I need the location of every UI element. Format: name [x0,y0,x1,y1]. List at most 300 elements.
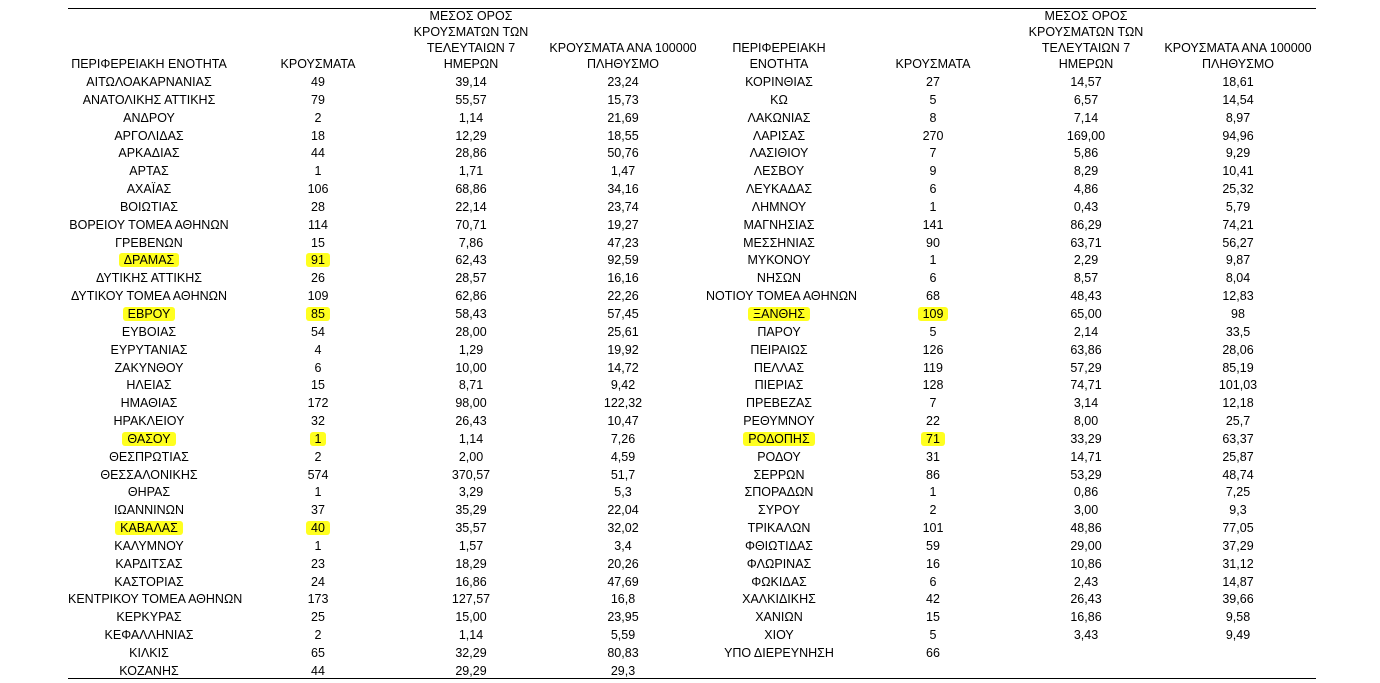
cases-value: 71 [921,432,945,446]
left-cases-cell [278,128,358,146]
avg7-value: 7,86 [458,235,484,250]
left-per100k-cell [542,449,704,467]
table-row [68,377,1316,395]
region-value: ΚΑΡΔΙΤΣΑΣ [115,556,183,571]
right-cases-cell [893,324,973,342]
right-avg7-cell [1018,74,1154,92]
left-cases-cell [278,288,358,306]
left-region-cell [68,520,230,538]
right-avg7-cell [1018,235,1154,253]
right-avg7-cell [1018,502,1154,520]
left-region-cell [68,574,230,592]
per100k-value: 31,12 [1222,556,1254,571]
left-per100k-cell [542,74,704,92]
right-region-cell [706,431,852,449]
table-row [68,520,1316,538]
right-region-cell [706,199,852,217]
per100k-value: 9,49 [1225,628,1251,643]
right-per100k-cell [1157,591,1319,609]
region-value: ΔΡΑΜΑΣ [119,253,180,267]
per100k-value: 9,29 [1225,146,1251,161]
avg7-value: 28,57 [455,271,487,286]
header-line: ΠΛΗΘΥΣΜΟ [1202,57,1274,71]
left-avg7-cell [403,288,539,306]
avg7-value: 48,86 [1070,521,1102,536]
left-region-cell [68,556,230,574]
region-value: ΛΑΣΙΘΙΟΥ [749,146,809,161]
cases-value: 6 [314,360,322,375]
table-row [68,574,1316,592]
per100k-value: 4,59 [610,449,636,464]
right-per100k-cell [1157,431,1319,449]
right-per100k-cell [1157,324,1319,342]
right-per100k-cell [1157,74,1319,92]
per100k-value: 1,47 [610,164,636,179]
per100k-value: 7,25 [1225,485,1251,500]
right-cases-cell [893,574,973,592]
avg7-value: 55,57 [455,92,487,107]
region-value: ΚΑΒΑΛΑΣ [115,521,183,535]
header-region-right [706,22,852,72]
avg7-value: 15,00 [455,610,487,625]
table-row [68,181,1316,199]
left-avg7-cell [403,431,539,449]
cases-value: 128 [922,378,944,393]
left-per100k-cell [542,591,704,609]
region-value: ΜΥΚΟΝΟΥ [747,253,811,268]
left-region-cell [68,74,230,92]
cases-value: 5 [929,92,937,107]
right-avg7-cell [1018,520,1154,538]
per100k-value: 34,16 [607,182,639,197]
avg7-value: 3,43 [1073,628,1099,643]
table-body [68,74,1316,681]
per100k-value: 16,16 [607,271,639,286]
cases-value: 66 [926,646,940,660]
cases-value: 31 [926,449,940,464]
cases-value: 2 [314,628,322,643]
cases-value: 22 [926,414,940,429]
region-value: ΔΥΤΙΚΟΥ ΤΟΜΕΑ ΑΘΗΝΩΝ [70,289,228,304]
cases-value: 5 [929,324,937,339]
avg7-value: 0,86 [1073,485,1099,500]
right-per100k-cell [1157,520,1319,538]
avg7-value: 1,14 [458,110,484,125]
cases-value: 86 [926,467,940,482]
left-avg7-cell [403,538,539,556]
left-per100k-cell [542,110,704,128]
per100k-value: 28,06 [1222,342,1254,357]
right-cases-cell [893,270,973,288]
right-avg7-cell [1018,609,1154,627]
per100k-value: 14,72 [607,360,639,375]
left-avg7-cell [403,74,539,92]
table-row [68,235,1316,253]
header-line: ΚΡΟΥΣΜΑΤΑ ΑΝΑ 100000 [549,41,697,55]
per100k-value: 77,05 [1222,521,1254,536]
avg7-value: 29,29 [455,663,487,678]
per100k-value: 5,79 [1225,199,1251,214]
right-avg7-cell [1018,306,1154,324]
table-row [68,467,1316,485]
left-region-cell [68,163,230,181]
per100k-value: 37,29 [1222,538,1254,553]
header-line: ΜΕΣΟΣ ΟΡΟΣ [429,9,513,23]
right-cases-cell [893,556,973,574]
region-value: ΗΜΑΘΙΑΣ [120,396,178,411]
avg7-value: 3,00 [1073,503,1099,518]
table-row [68,342,1316,360]
avg7-value: 0,43 [1073,199,1099,214]
cases-value: 106 [307,182,329,197]
region-value: ΚΕΡΚΥΡΑΣ [116,610,182,625]
region-value: ΚΕΦΑΛΛΗΝΙΑΣ [104,628,194,643]
table-row [68,252,1316,270]
region-value: ΣΥΡΟΥ [757,503,801,518]
right-region-cell [706,110,852,128]
region-value: ΤΡΙΚΑΛΩΝ [747,521,811,536]
region-value: ΣΕΡΡΩΝ [753,467,805,482]
right-per100k-cell [1157,235,1319,253]
avg7-value: 3,14 [1073,396,1099,411]
right-cases-cell [893,217,973,235]
per100k-value: 3,4 [614,538,632,553]
left-cases-cell [278,413,358,431]
left-region-cell [68,145,230,163]
avg7-value: 2,43 [1073,574,1099,589]
region-value: ΛΕΣΒΟΥ [753,164,805,179]
table-row [68,324,1316,342]
header-avg7-right [1018,9,1154,72]
table-row [68,110,1316,128]
per100k-value: 122,32 [603,396,643,411]
cases-value: 7 [929,146,937,161]
left-avg7-cell [403,413,539,431]
table-row [68,431,1316,449]
header-per100k-right [1157,22,1319,72]
avg7-value: 74,71 [1070,378,1102,393]
right-per100k-cell [1157,609,1319,627]
left-cases-cell [278,395,358,413]
right-region-cell [706,163,852,181]
right-region-cell [706,645,852,663]
per100k-value: 7,26 [610,431,636,446]
left-region-cell [68,235,230,253]
left-per100k-cell [542,92,704,110]
region-value: ΚΩ [770,92,788,107]
cases-value: 15 [311,235,325,250]
region-value: ΚΟΡΙΝΘΙΑΣ [745,75,813,89]
cases-value: 27 [926,75,940,89]
left-per100k-cell [542,324,704,342]
left-per100k-cell [542,431,704,449]
header-cases-left [278,22,358,72]
right-cases-cell [893,449,973,467]
left-avg7-cell [403,484,539,502]
right-cases-cell [893,377,973,395]
right-avg7-cell [1018,163,1154,181]
right-cases-cell [893,609,973,627]
avg7-value: 16,86 [1070,610,1102,625]
left-avg7-cell [403,645,539,663]
left-per100k-cell [542,556,704,574]
right-cases-cell [893,484,973,502]
per100k-value: 98 [1231,306,1245,321]
right-avg7-cell [1018,556,1154,574]
left-avg7-cell [403,574,539,592]
table-row [68,413,1316,431]
right-cases-cell [893,627,973,645]
region-value: ΛΗΜΝΟΥ [751,199,807,214]
per100k-value: 20,26 [607,556,639,571]
right-avg7-cell [1018,181,1154,199]
avg7-value: 14,71 [1070,449,1102,464]
header-per100k-left [542,22,704,72]
left-region-cell [68,431,230,449]
per100k-value: 10,41 [1222,164,1254,179]
avg7-value: 2,00 [458,449,484,464]
table-row [68,645,1316,663]
cases-value: 25 [311,610,325,625]
avg7-value: 58,43 [455,306,487,321]
per100k-value: 5,3 [614,485,632,500]
right-region-cell [706,252,852,270]
cases-value: 1 [314,485,322,500]
avg7-value: 10,00 [455,360,487,375]
table-row [68,395,1316,413]
per100k-value: 22,26 [607,289,639,304]
right-per100k-cell [1157,128,1319,146]
header-avg7-left [403,9,539,72]
left-avg7-cell [403,360,539,378]
right-per100k-cell [1157,306,1319,324]
region-value: ΜΕΣΣΗΝΙΑΣ [743,235,815,250]
cases-value: 18 [311,128,325,143]
right-region-cell [706,591,852,609]
right-per100k-cell [1157,538,1319,556]
left-avg7-cell [403,377,539,395]
table-row [68,306,1316,324]
right-per100k-cell [1157,270,1319,288]
cases-value: 54 [311,324,325,339]
region-value: ΕΥΒΟΙΑΣ [121,324,177,339]
right-avg7-cell [1018,574,1154,592]
region-value: ΕΒΡΟΥ [123,307,176,321]
avg7-value: 1,14 [458,431,484,446]
right-per100k-cell [1157,342,1319,360]
header-line: ΠΕΡΙΦΕΡΕΙΑΚΗ ΕΝΟΤΗΤΑ [732,41,826,71]
avg7-value: 65,00 [1070,306,1102,321]
cases-value: 1 [314,164,322,179]
cases-value: 6 [929,271,937,286]
per100k-value: 29,3 [610,663,636,678]
header-line: ΚΡΟΥΣΜΑΤΑ ΑΝΑ 100000 [1164,41,1312,55]
right-avg7-cell [1018,252,1154,270]
avg7-value: 86,29 [1070,217,1102,232]
per100k-value: 8,04 [1225,271,1251,286]
region-value: ΒΟΡΕΙΟΥ ΤΟΜΕΑ ΑΘΗΝΩΝ [69,217,229,232]
cases-value: 173 [307,592,329,607]
right-avg7-cell [1018,217,1154,235]
right-avg7-cell [1018,92,1154,110]
header-line: ΤΕΛΕΥΤΑΙΩΝ 7 ΗΜΕΡΩΝ [426,41,516,71]
table-row [68,449,1316,467]
right-region-cell [706,449,852,467]
avg7-value: 8,29 [1073,164,1099,179]
right-cases-cell [893,502,973,520]
avg7-value: 48,43 [1070,289,1102,304]
right-region-cell [706,520,852,538]
per100k-value: 16,8 [610,592,636,607]
right-region-cell [706,128,852,146]
left-region-cell [68,342,230,360]
right-region-cell [706,74,852,92]
table-top-rule [68,8,1316,9]
cases-value: 574 [307,467,329,482]
header-cases-right [893,22,973,72]
right-per100k-cell [1157,217,1319,235]
region-value: ΑΝΔΡΟΥ [123,110,175,125]
right-per100k-cell [1157,449,1319,467]
cases-value: 2 [314,110,322,125]
left-avg7-cell [403,627,539,645]
region-value: ΗΡΑΚΛΕΙΟΥ [113,414,185,429]
left-region-cell [68,377,230,395]
right-cases-cell [893,431,973,449]
avg7-value: 32,29 [455,646,487,660]
per100k-value: 25,61 [607,324,639,339]
left-avg7-cell [403,163,539,181]
region-value: ΛΑΡΙΣΑΣ [752,128,806,143]
region-value: ΖΑΚΥΝΘΟΥ [114,360,184,375]
right-avg7-cell [1018,395,1154,413]
avg7-value: 22,14 [455,199,487,214]
right-cases-cell [893,181,973,199]
avg7-value: 26,43 [1070,592,1102,607]
per100k-value: 25,7 [1225,414,1251,429]
cases-value: 5 [929,628,937,643]
per100k-value: 94,96 [1222,128,1254,143]
left-avg7-cell [403,270,539,288]
cases-value: 172 [307,396,329,411]
right-per100k-cell [1157,92,1319,110]
right-per100k-cell [1157,110,1319,128]
left-cases-cell [278,252,358,270]
cases-value: 126 [922,342,944,357]
header-line: ΚΡΟΥΣΜΑΤΑ [895,57,971,71]
avg7-value: 63,86 [1070,342,1102,357]
left-per100k-cell [542,360,704,378]
region-value: ΜΑΓΝΗΣΙΑΣ [743,217,815,232]
left-cases-cell [278,449,358,467]
cases-value: 6 [929,574,937,589]
right-cases-cell [893,520,973,538]
avg7-value: 8,00 [1073,414,1099,429]
table-row [68,128,1316,146]
right-region-cell [706,360,852,378]
cases-value: 1 [929,253,937,268]
cases-value: 65 [311,646,325,660]
left-avg7-cell [403,145,539,163]
left-region-cell [68,502,230,520]
left-avg7-cell [403,110,539,128]
region-value: ΚΟΖΑΝΗΣ [119,663,179,678]
right-avg7-cell [1018,377,1154,395]
table-row [68,74,1316,92]
avg7-value: 169,00 [1066,128,1106,143]
per100k-value: 14,87 [1222,574,1254,589]
region-value: ΕΥΡΥΤΑΝΙΑΣ [110,342,188,357]
header-region-left [68,22,230,72]
cases-value: 37 [311,503,325,518]
avg7-value: 1,71 [458,164,484,179]
region-value: ΧΑΝΙΩΝ [755,610,803,625]
avg7-value: 4,86 [1073,182,1099,197]
left-cases-cell [278,556,358,574]
per100k-value: 9,87 [1225,253,1251,268]
avg7-value: 2,29 [1073,253,1099,268]
left-cases-cell [278,235,358,253]
left-region-cell [68,270,230,288]
left-cases-cell [278,574,358,592]
left-cases-cell [278,609,358,627]
avg7-value: 127,57 [451,592,491,607]
cases-value: 119 [923,360,943,375]
right-cases-cell [893,645,973,663]
per100k-value: 74,21 [1222,217,1254,232]
right-region-cell [706,217,852,235]
left-avg7-cell [403,128,539,146]
right-cases-cell [893,306,973,324]
right-cases-cell [893,288,973,306]
table-row [68,360,1316,378]
region-value: ΗΛΕΙΑΣ [126,378,172,393]
per100k-value: 15,73 [607,92,639,107]
per100k-value: 18,55 [607,128,639,143]
cases-value: 7 [929,396,937,411]
table-row [68,92,1316,110]
left-per100k-cell [542,484,704,502]
region-value: ΑΡΓΟΛΙΔΑΣ [114,128,184,143]
per100k-value: 12,83 [1222,289,1254,304]
left-cases-cell [278,163,358,181]
per100k-value: 33,5 [1225,324,1251,339]
right-cases-cell [893,467,973,485]
right-per100k-cell [1157,199,1319,217]
left-per100k-cell [542,574,704,592]
per100k-value: 21,69 [607,110,639,125]
left-per100k-cell [542,467,704,485]
per100k-value: 22,04 [607,503,639,518]
left-cases-cell [278,324,358,342]
left-avg7-cell [403,199,539,217]
left-cases-cell [278,467,358,485]
right-avg7-cell [1018,128,1154,146]
cases-value: 114 [308,217,328,232]
right-cases-cell [893,74,973,92]
per100k-value: 51,7 [610,467,636,482]
cases-value: 79 [311,92,325,107]
right-cases-cell [893,110,973,128]
right-cases-cell [893,360,973,378]
avg7-value: 39,14 [455,75,487,89]
region-value: ΚΑΛΥΜΝΟΥ [114,538,184,553]
right-per100k-cell [1157,467,1319,485]
per100k-value: 8,97 [1225,110,1251,125]
table-row [68,627,1316,645]
region-value: ΡΟΔΟΥ [757,449,801,464]
right-avg7-cell [1018,110,1154,128]
